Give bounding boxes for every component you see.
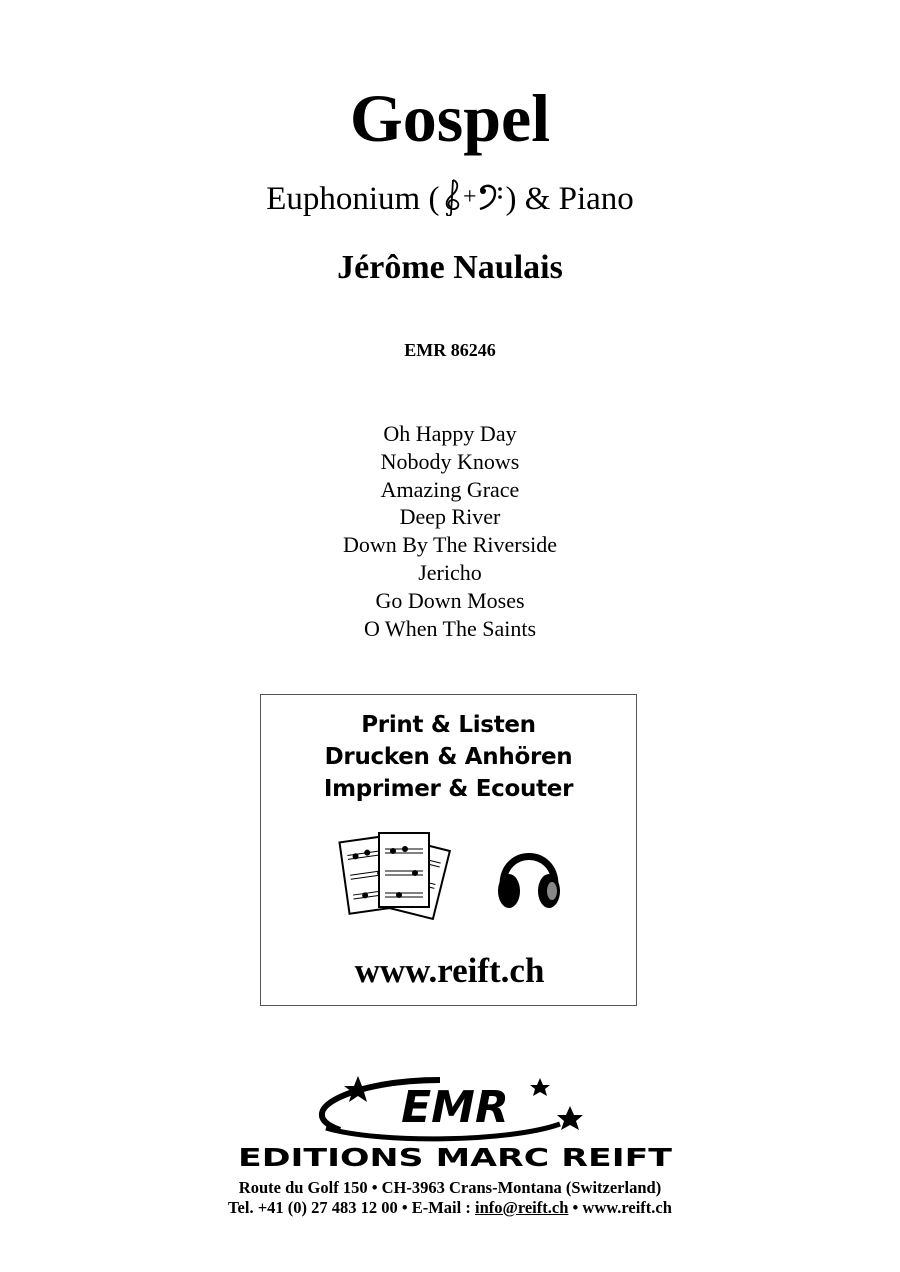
promo-icons — [261, 827, 638, 927]
treble-bass-clef-icon — [439, 176, 505, 216]
catalog-number: EMR 86246 — [404, 340, 496, 360]
song-item: Nobody Knows — [380, 448, 520, 474]
clef-symbols — [439, 176, 505, 227]
publisher-logo — [230, 1072, 680, 1172]
song-item: Jericho — [418, 559, 482, 585]
publisher-address — [0, 1178, 900, 1218]
headphones-icon — [498, 857, 560, 909]
contact-line — [0, 1198, 900, 1218]
phone-text: Tel. +41 (0) 27 483 12 00 • E-Mail : — [228, 1198, 475, 1217]
promo-line-french: Imprimer & Ecouter — [323, 776, 574, 802]
title: Gospel — [349, 80, 551, 156]
email-link[interactable]: info@reift.ch — [474, 1198, 569, 1217]
song-item: Oh Happy Day — [383, 421, 517, 446]
website-url[interactable]: www.reift.ch — [354, 951, 545, 990]
sheet-music-icon — [340, 833, 450, 919]
song-list — [0, 420, 900, 642]
subtitle-accompaniment: ) & Piano — [505, 181, 634, 218]
star-icon — [344, 1076, 372, 1102]
logo-mark: EMR — [401, 1082, 509, 1133]
print-listen-box — [260, 694, 637, 1006]
subtitle-instrument: Euphonium ( — [266, 181, 440, 218]
publisher-name: EDITIONS MARC REIFT — [238, 1143, 672, 1172]
plus-sign: + — [463, 184, 477, 210]
song-item: O When The Saints — [363, 615, 537, 641]
star-icon — [530, 1078, 550, 1096]
promo-line-german: Drucken & Anhören — [324, 744, 573, 770]
star-icon — [557, 1106, 583, 1130]
composer: Jérôme Naulais — [337, 249, 563, 286]
song-item: Deep River — [399, 504, 501, 530]
promo-line-english: Print & Listen — [361, 712, 536, 738]
web-text: • www.reift.ch — [568, 1198, 672, 1217]
subtitle — [0, 176, 900, 227]
song-item: Amazing Grace — [380, 476, 520, 502]
song-item: Down By The Riverside — [342, 532, 558, 558]
song-item: Go Down Moses — [375, 587, 525, 613]
address-line: Route du Golf 150 • CH-3963 Crans-Montana (Switzerland) — [238, 1178, 662, 1197]
